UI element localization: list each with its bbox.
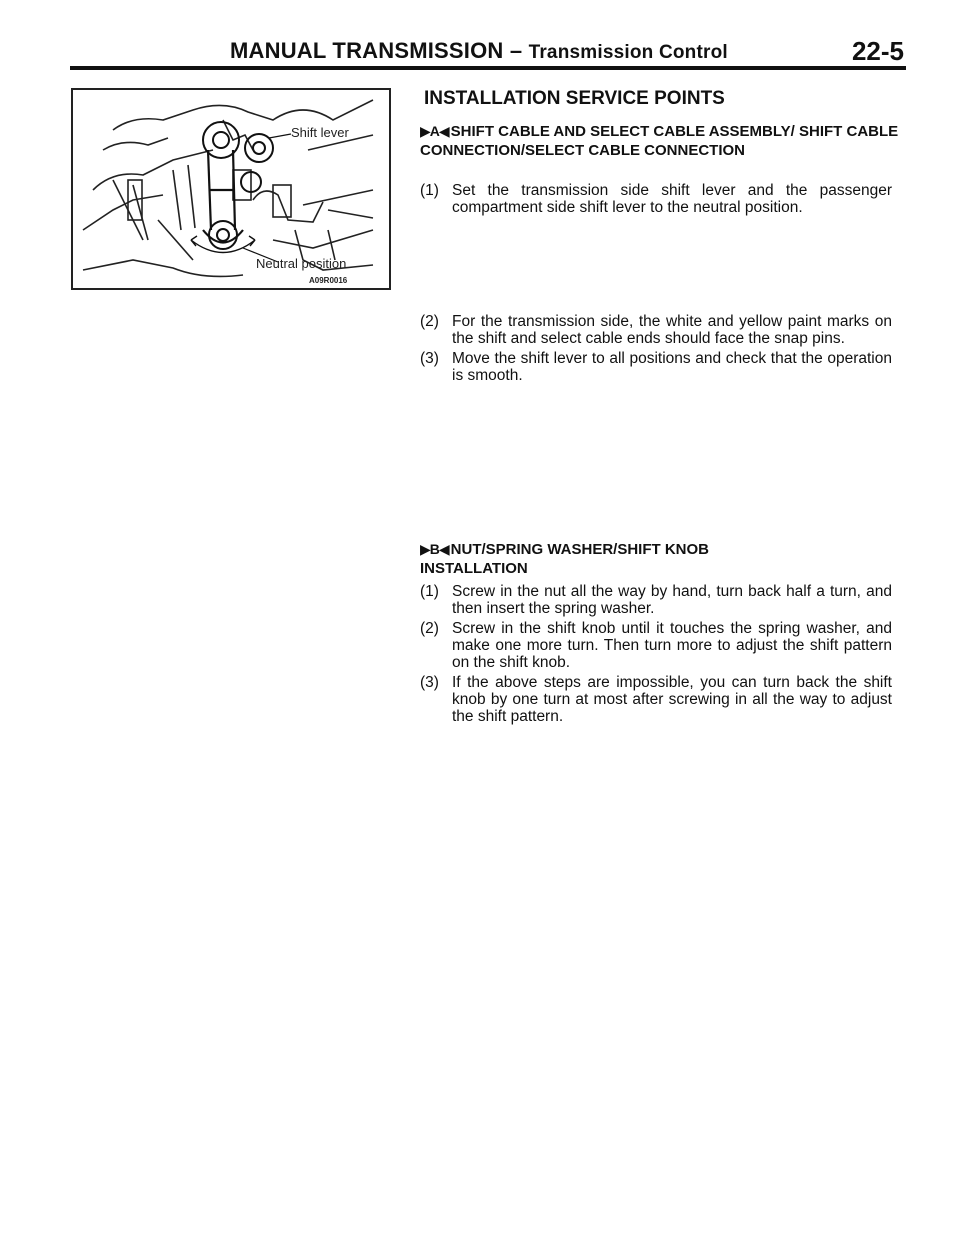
- step-text: For the transmission side, the white and yellow paint marks on the shift and select cable ends should face the snap pins.: [452, 313, 892, 347]
- step-text: If the above steps are impossible, you can turn back the shift knob by one turn at most after screwing in all the way to adjust the shift pattern.: [452, 674, 892, 725]
- step-number: (1): [420, 182, 439, 199]
- shift-lever-figure: [71, 88, 391, 290]
- subsection-a-title: SHIFT CABLE AND SELECT CABLE ASSEMBLY/ SHIFT CABLE CONNECTION/SELECT CABLE CONNECTION: [420, 123, 899, 159]
- subsection-b-steps: [420, 583, 892, 728]
- step-text: Screw in the shift knob until it touches the spring washer, and make one more turn. Then turn more to adjust the shift pattern on the shift knob.: [452, 620, 892, 671]
- page-number: 22-5: [851, 36, 904, 66]
- title-main: MANUAL TRANSMISSION: [230, 38, 504, 63]
- header-rule: [70, 66, 906, 70]
- step-text: Move the shift lever to all positions and check that the operation is smooth.: [452, 350, 892, 384]
- step-text: Set the transmission side shift lever and the passenger compartment side shift lever to the neutral position.: [452, 182, 892, 216]
- neutral-position-label: Neutral position: [256, 256, 347, 271]
- step-number: (2): [420, 620, 439, 637]
- shift-lever-label: Shift lever: [291, 125, 349, 140]
- subsection-a-steps-2: [420, 313, 892, 387]
- list-item: [420, 350, 892, 384]
- step-text: Screw in the nut all the way by hand, turn back half a turn, and then insert the spring washer.: [452, 583, 892, 617]
- marker-b: ▶B◀: [420, 541, 449, 557]
- page-header: [70, 30, 910, 66]
- list-item: [420, 674, 892, 725]
- page-title: [230, 38, 728, 64]
- section-title: INSTALLATION SERVICE POINTS: [424, 88, 725, 109]
- list-item: [420, 583, 892, 617]
- step-number: (3): [420, 674, 439, 691]
- list-item: [420, 182, 892, 216]
- marker-a: ▶A◀: [420, 123, 449, 139]
- title-separator: –: [503, 38, 529, 63]
- subsection-b-title: NUT/SPRING WASHER/SHIFT KNOB INSTALLATION: [420, 541, 709, 577]
- subsection-a-heading: [420, 122, 900, 160]
- title-sub: Transmission Control: [528, 42, 728, 63]
- step-number: (3): [420, 350, 439, 367]
- step-number: (1): [420, 583, 439, 600]
- subsection-a-steps-1: [420, 182, 892, 219]
- list-item: [420, 313, 892, 347]
- step-number: (2): [420, 313, 439, 330]
- list-item: [420, 620, 892, 671]
- subsection-b-heading: [420, 540, 780, 578]
- figure-code: A09R0016: [309, 276, 348, 285]
